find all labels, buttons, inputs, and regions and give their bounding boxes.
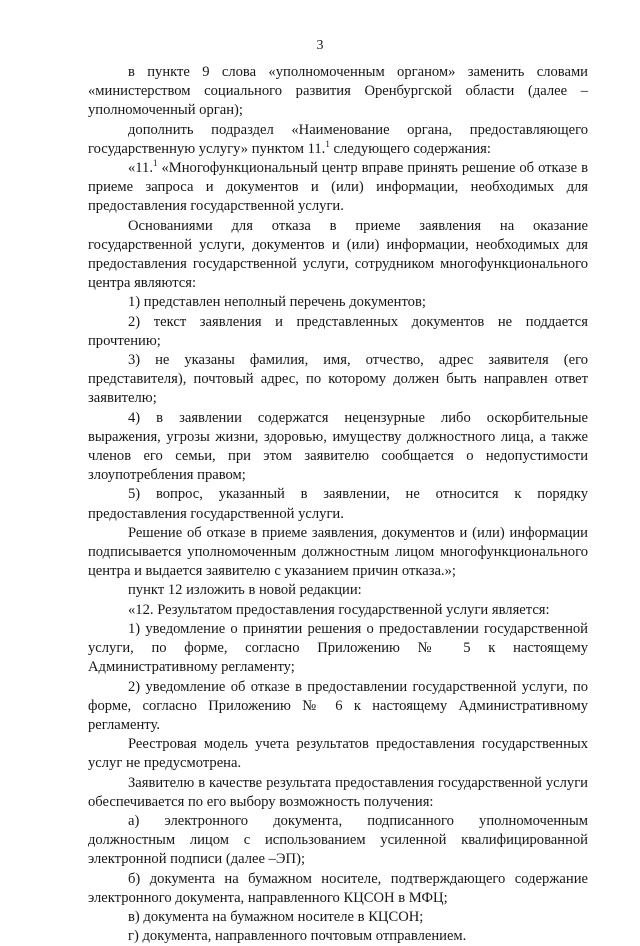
paragraph: Основаниями для отказа в приеме заявления на оказание государственной услуги, документов и (или) информации, необходимых для предоставления государственной услуги, сотрудником многофункционального центра являются:	[88, 217, 588, 292]
list-item: в) документа на бумажном носителе в КЦСОН;	[128, 908, 424, 925]
paragraph: «11.$^1$ «Многофункциональный центр вправе принять решение об отказе в приеме запроса и документов и (или) информации, необходимых для предоставления государственной услуги.	[88, 158, 588, 215]
paragraph: в пункте 9 слова «уполномоченным органом» заменить словами «министерством социального развития Оренбургской области (далее – уполномоченный орган);	[88, 64, 588, 119]
list-item: 3) не указаны фамилия, имя, отчество, адрес заявителя (его представителя), почтовый адрес, по которому должен быть направлен ответ заявителю;	[88, 352, 588, 407]
list-item: 1) уведомление о принятии решения о предоставлении государственной услуги, по форме, согласно Приложению № 5 к настоящему Административному регламенту;	[88, 620, 588, 676]
list-item: 2) текст заявления и представленных документов не поддается прочтению;	[88, 313, 588, 349]
list-item: 1) представлен неполный перечень документов;	[128, 294, 426, 311]
list-item: 2) уведомление об отказе в предоставлении государственной услуги, по форме, согласно Приложению № 6 к настоящему Административному регламенту.	[88, 678, 588, 733]
paragraph: пункт 12 изложить в новой редакции:	[128, 582, 362, 599]
list-item: б) документа на бумажном носителе, подтверждающего содержание электронного документа, направленного КЦСОН в МФЦ;	[88, 870, 588, 906]
paragraph: Решение об отказе в приеме заявления, документов и (или) информации подписывается уполномоченным должностным лицом многофункционального центра и выдается заявителю с указанием причин отказа.»;	[88, 524, 588, 580]
paragraph: Реестровая модель учета результатов предоставления государственных услуг не предусмотрена.	[88, 736, 588, 772]
list-item: 5) вопрос, указанный в заявлении, не относится к порядку предоставления государственной услуги.	[88, 486, 588, 522]
paragraph: дополнить подраздел «Наименование органа, предоставляющего государственную услугу» пунктом 11.$^1$ следующего содержания:	[88, 121, 588, 157]
superscript: 1	[325, 138, 330, 149]
document-body	[88, 63, 588, 946]
list-item: г) документа, направленного почтовым отправлением.	[128, 928, 467, 945]
list-item: 4) в заявлении содержатся нецензурные либо оскорбительные выражения, угрозы жизни, здоровью, имуществу должностного лица, а также членов его семьи, при этом заявителю сообщается о недопустимости злоупотребления правом;	[88, 409, 588, 484]
paragraph: «12. Результатом предоставления государственной услуги является:	[128, 601, 550, 618]
page-number: 3	[316, 38, 324, 53]
list-item: а) электронного документа, подписанного уполномоченным должностным лицом с использованием усиленной квалифицированной электронной подписи (далее –ЭП);	[88, 812, 588, 868]
paragraph: Заявителю в качестве результата предоставления государственной услуги обеспечивается по его выбору возможность получения:	[88, 774, 588, 810]
superscript: 1	[153, 158, 158, 169]
